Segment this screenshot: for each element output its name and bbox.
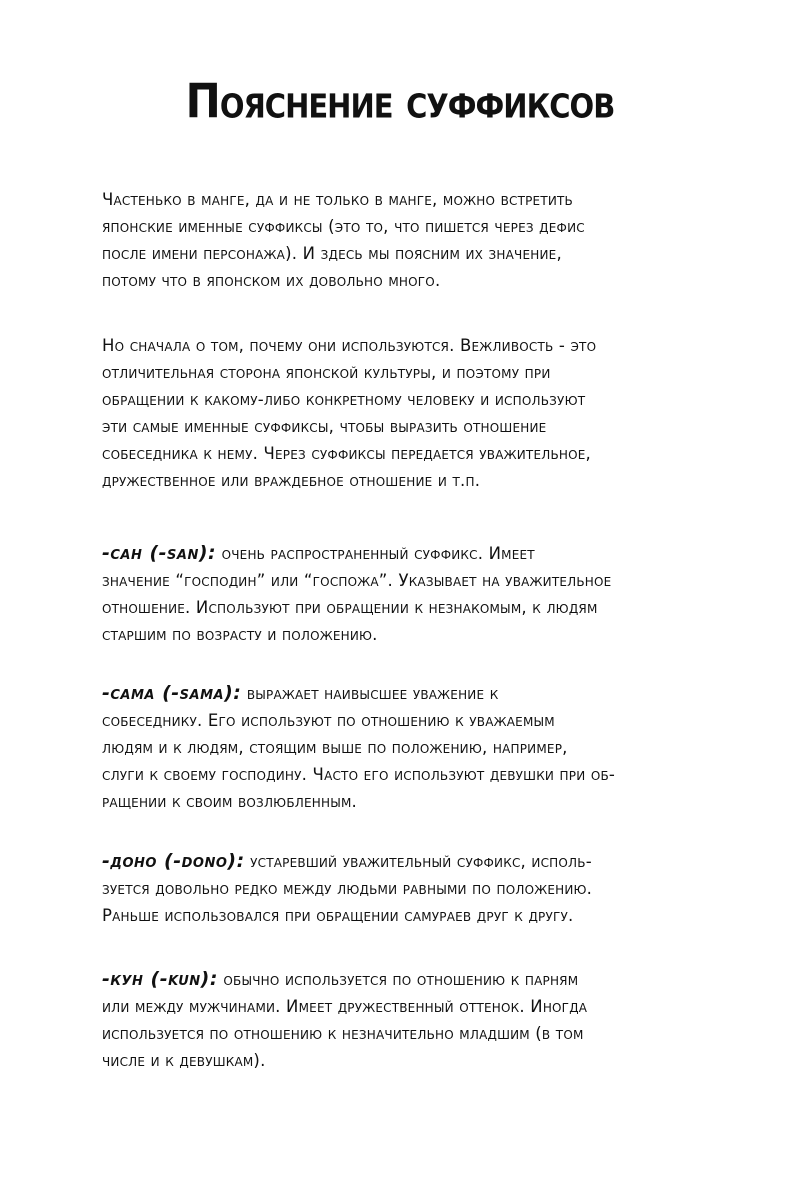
suffix-term: -кун (-kun): — [102, 968, 218, 990]
text-line: дружественное или враждебное отношение и т.п. — [102, 471, 481, 490]
suffix-san-paragraph — [102, 540, 770, 648]
text-line: эти самые именные суффиксы, чтобы выразить отношение — [102, 417, 547, 436]
suffix-term: -сан (-san): — [102, 542, 217, 564]
text-line: потому что в японском их довольно много. — [102, 271, 441, 290]
why-paragraph — [102, 332, 770, 494]
text-line: японские именные суффиксы (это то, что пишется через дефис — [102, 217, 585, 236]
text-line: Частенько в манге, да и не только в манге, можно встретить — [102, 190, 573, 209]
text-line: числе и к девушкам). — [102, 1051, 266, 1070]
intro-paragraph — [102, 186, 770, 294]
suffix-term: -сама (-sama): — [102, 682, 242, 704]
text-line — [102, 966, 770, 993]
text-line: Раньше использовался при обращении самураев друг к другу. — [102, 906, 574, 925]
text-line: после имени персонажа). И здесь мы поясним их значение, — [102, 244, 562, 263]
text-line: людям и к людям, стоящим выше по положению, например, — [102, 738, 568, 757]
suffix-term: -доно (-dono): — [102, 850, 245, 872]
text-line: отношение. Используют при обращении к незнакомым, к людям — [102, 598, 598, 617]
text-line: значение “господин” или “госпожа”. Указывает на уважительное — [102, 571, 612, 590]
text-line — [102, 848, 770, 875]
suffix-sama-paragraph — [102, 680, 770, 815]
text-line: ращении к своим возлюбленным. — [102, 792, 357, 811]
text-line: Но сначала о том, почему они используются. Вежливость - это — [102, 336, 597, 355]
page-title: Пояснение суффиксов — [185, 74, 615, 129]
text-line: собеседнику. Его используют по отношению к уважаемым — [102, 711, 555, 730]
suffix-description: обычно используется по отношению к парням — [217, 970, 579, 989]
text-line — [102, 540, 770, 567]
text-line — [102, 680, 770, 707]
text-line: отличительная сторона японской культуры, и поэтому при — [102, 363, 551, 382]
suffix-description: устаревший уважительный суффикс, исполь- — [244, 852, 592, 871]
suffix-dono-paragraph — [102, 848, 770, 929]
text-line: слуги к своему господину. Часто его используют девушки при об- — [102, 765, 616, 784]
text-line: собеседника к нему. Через суффиксы передается уважительное, — [102, 444, 591, 463]
text-line: зуется довольно редко между людьми равными по положению. — [102, 879, 593, 898]
text-line: или между мужчинами. Имеет дружественный оттенок. Иногда — [102, 997, 588, 1016]
text-line: обращении к какому-либо конкретному человеку и используют — [102, 390, 586, 409]
text-line: старшим по возрасту и положению. — [102, 625, 378, 644]
suffix-description: выражает наивысшее уважение к — [241, 684, 499, 703]
suffix-description: очень распространенный суффикс. Имеет — [216, 544, 535, 563]
suffix-kun-paragraph — [102, 966, 770, 1074]
text-line: используется по отношению к незначительно младшим (в том — [102, 1024, 584, 1043]
